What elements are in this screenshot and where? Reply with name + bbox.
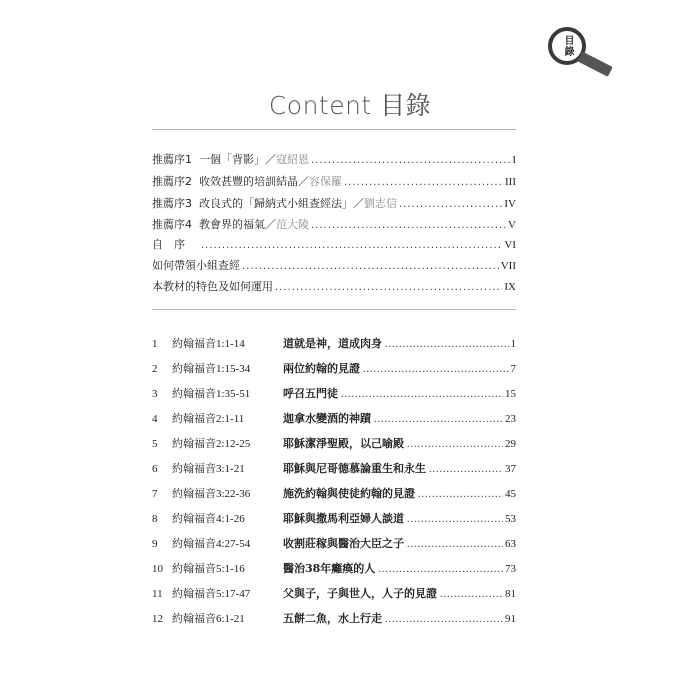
chapter-item[interactable] xyxy=(152,436,516,452)
dot-leader xyxy=(399,197,502,213)
chapter-page: 1 xyxy=(510,338,516,350)
chapter-item[interactable] xyxy=(152,511,516,527)
chapter-title: 收割莊稼與醫治大臣之子 xyxy=(283,537,404,550)
chapter-number: 4 xyxy=(152,413,158,425)
chapter-item[interactable] xyxy=(152,411,516,427)
front-matter-page: III xyxy=(505,176,516,188)
chapter-page: 53 xyxy=(505,513,516,525)
chapter-reference: 約翰福音5:17-47 xyxy=(172,588,251,600)
chapter-page: 73 xyxy=(505,563,516,575)
front-matter-page: VI xyxy=(504,239,516,251)
dot-leader xyxy=(407,512,503,528)
chapter-reference: 約翰福音1:15-34 xyxy=(172,363,251,375)
chapter-title: 迦拿水變酒的神蹟 xyxy=(283,412,371,425)
chapter-number: 2 xyxy=(152,363,158,375)
front-matter-item[interactable] xyxy=(152,196,516,212)
magnifier-handle xyxy=(578,52,613,77)
chapter-page: 7 xyxy=(510,363,516,375)
dot-leader xyxy=(429,462,503,478)
front-matter-author: 容保羅 xyxy=(309,175,342,188)
chapter-item[interactable] xyxy=(152,336,516,352)
front-matter-label: 推薦序4 xyxy=(152,218,192,231)
chapter-number: 5 xyxy=(152,438,158,450)
chapter-reference: 約翰福音4:27-54 xyxy=(172,538,251,550)
badge-label: 目錄 xyxy=(562,35,573,57)
chapter-number: 7 xyxy=(152,488,158,500)
chapter-page: 37 xyxy=(505,463,516,475)
title-divider xyxy=(152,129,516,130)
chapter-reference: 約翰福音2:12-25 xyxy=(172,438,251,450)
chapter-reference: 約翰福音3:22-36 xyxy=(172,488,251,500)
chapter-item[interactable] xyxy=(152,536,516,552)
front-matter-title: 改良式的「歸納式小組查經法」／ xyxy=(199,197,364,210)
chapter-number: 10 xyxy=(152,563,163,575)
chapter-title: 呼召五門徒 xyxy=(283,387,338,400)
chapter-page: 15 xyxy=(505,388,516,400)
front-matter-title: 收效甚豐的培訓結晶／ xyxy=(199,175,309,188)
front-matter-item[interactable] xyxy=(152,174,516,190)
dot-leader xyxy=(363,362,509,378)
chapter-reference: 約翰福音4:1-26 xyxy=(172,513,245,525)
dot-leader xyxy=(418,487,503,503)
chapter-title: 父與子，子與世人，人子的見證 xyxy=(283,587,437,600)
dot-leader xyxy=(242,259,499,275)
front-matter-item[interactable] xyxy=(152,258,516,274)
dot-leader xyxy=(407,437,503,453)
front-matter-item[interactable] xyxy=(152,237,516,253)
front-matter-title: 教會界的福氣／ xyxy=(199,218,276,231)
chapter-number: 11 xyxy=(152,588,163,600)
dot-leader xyxy=(341,387,503,403)
chapter-title: 兩位約翰的見證 xyxy=(283,362,360,375)
dot-leader xyxy=(407,537,503,553)
chapter-item[interactable] xyxy=(152,561,516,577)
chapter-item[interactable] xyxy=(152,361,516,377)
chapter-item[interactable] xyxy=(152,461,516,477)
chapter-item[interactable] xyxy=(152,586,516,602)
chapter-number: 9 xyxy=(152,538,158,550)
chapter-reference: 約翰福音1:1-14 xyxy=(172,338,245,350)
chapter-item[interactable] xyxy=(152,611,516,627)
front-matter-title: 如何帶領小組查經 xyxy=(152,259,240,272)
chapter-title: 耶穌潔淨聖殿，以己喻殿 xyxy=(283,437,404,450)
chapter-title: 耶穌與尼哥德慕論重生和永生 xyxy=(283,462,426,475)
front-matter-label: 推薦序3 xyxy=(152,197,192,210)
chapter-page: 81 xyxy=(505,588,516,600)
front-matter-page: IX xyxy=(504,281,516,293)
dot-leader xyxy=(385,337,509,353)
chapter-number: 6 xyxy=(152,463,158,475)
front-matter-author: 劉志信 xyxy=(364,197,397,210)
front-matter-title: 一個「背影」／ xyxy=(199,153,276,166)
front-matter-page: V xyxy=(508,219,516,231)
chapter-number: 1 xyxy=(152,338,158,350)
dot-leader xyxy=(344,175,503,191)
chapter-reference: 約翰福音2:1-11 xyxy=(172,413,245,425)
front-matter-page: IV xyxy=(504,198,516,210)
chapter-page: 23 xyxy=(505,413,516,425)
dot-leader xyxy=(374,412,503,428)
front-matter-item[interactable] xyxy=(152,279,516,295)
chapter-page: 45 xyxy=(505,488,516,500)
dot-leader xyxy=(311,218,506,234)
dot-leader xyxy=(201,238,502,254)
front-matter-label: 推薦序2 xyxy=(152,175,192,188)
chapter-reference: 約翰福音1:35-51 xyxy=(172,388,251,400)
chapter-title: 醫治38年癱瘓的人 xyxy=(283,562,376,575)
chapter-page: 29 xyxy=(505,438,516,450)
dot-leader xyxy=(311,153,510,169)
chapter-page: 63 xyxy=(505,538,516,550)
chapter-number: 8 xyxy=(152,513,158,525)
dot-leader xyxy=(385,612,503,628)
front-matter-author: 寇紹恩 xyxy=(276,153,309,166)
toc-badge xyxy=(548,27,618,67)
front-matter-item[interactable] xyxy=(152,217,516,233)
chapter-title: 耶穌與撒馬利亞婦人談道 xyxy=(283,512,404,525)
chapter-item[interactable] xyxy=(152,386,516,402)
front-matter-author: 范大陵 xyxy=(276,218,309,231)
front-matter-title: 本教材的特色及如何運用 xyxy=(152,280,273,293)
chapter-item[interactable] xyxy=(152,486,516,502)
front-matter-page: I xyxy=(512,154,516,166)
chapter-title: 五餅二魚，水上行走 xyxy=(283,612,382,625)
dot-leader xyxy=(440,587,503,603)
front-matter-page: VII xyxy=(500,260,516,272)
chapter-reference: 約翰福音5:1-16 xyxy=(172,563,245,575)
chapter-page: 91 xyxy=(505,613,516,625)
chapter-number: 3 xyxy=(152,388,158,400)
chapter-title: 道就是神，道成肉身 xyxy=(283,337,382,350)
chapter-reference: 約翰福音6:1-21 xyxy=(172,613,245,625)
section-divider xyxy=(152,309,516,310)
dot-leader xyxy=(275,280,502,296)
dot-leader xyxy=(378,562,503,578)
page-title: Content 目錄 xyxy=(268,91,432,120)
chapter-reference: 約翰福音3:1-21 xyxy=(172,463,245,475)
front-matter-label: 自 序 xyxy=(152,238,185,251)
front-matter-item[interactable] xyxy=(152,152,516,168)
front-matter-label: 推薦序1 xyxy=(152,153,192,166)
chapter-title: 施洗約翰與使徒約翰的見證 xyxy=(283,487,415,500)
chapter-number: 12 xyxy=(152,613,163,625)
